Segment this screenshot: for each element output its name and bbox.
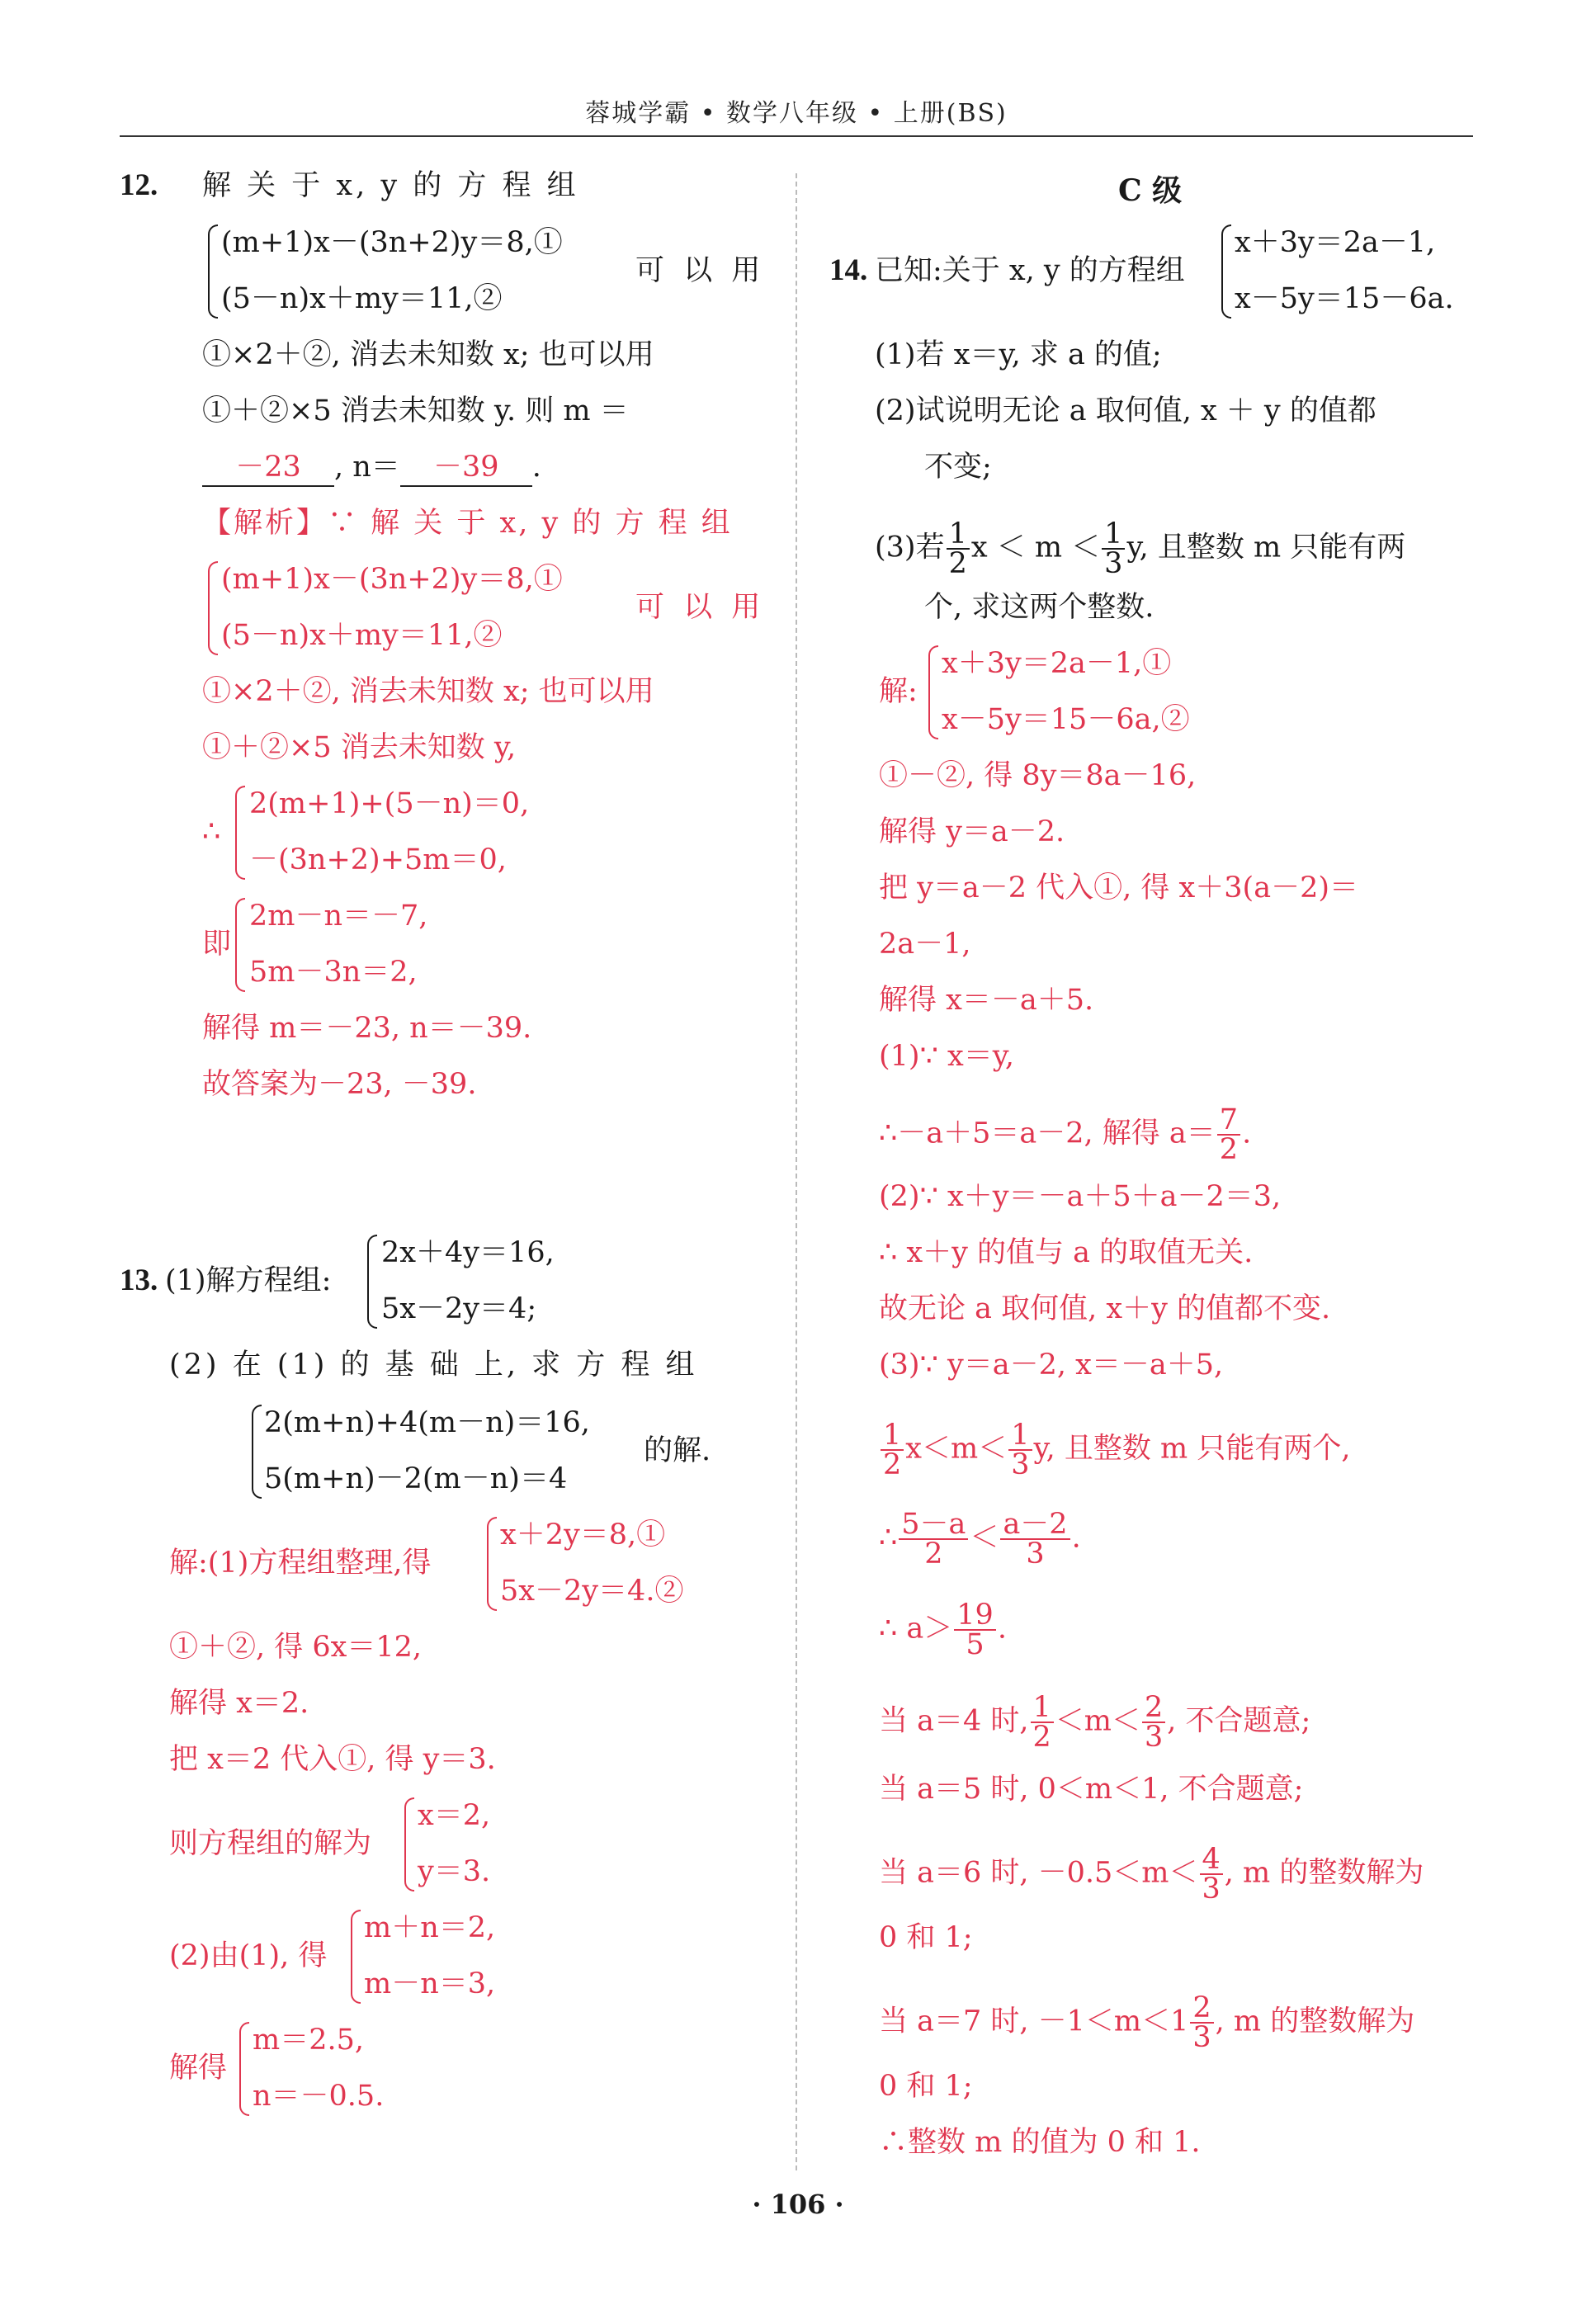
q14-solution-line22: ∴整数 m 的值为 0 和 1. (879, 2126, 1201, 2159)
q14-solution-line11: 故无论 a 取何值, x＋y 的值都不变. (879, 1292, 1331, 1325)
q14-s15-post: . (997, 1612, 1007, 1646)
q12-solution-eq5: 2m－n＝－7, (249, 900, 428, 933)
frac-numerator: 1 (1031, 1693, 1054, 1723)
frac-numerator: 2 (1190, 1994, 1213, 2024)
q14-solution-line17: 当 a＝5 时, 0＜m＜1, 不合题意; (879, 1773, 1304, 1806)
q13-solution-eq2: 5x－2y＝4.② (500, 1575, 684, 1608)
frac-denominator: 3 (1145, 1721, 1164, 1754)
page-number: · 106 · (752, 2189, 844, 2220)
q14-solution-line3: 解得 y＝a－2. (879, 815, 1065, 848)
q14-s13-mid: x＜m＜ (905, 1432, 1008, 1466)
q14-eq2: x－5y＝15－6a. (1235, 282, 1454, 315)
q12-eq1: (m+1)x－(3n+2)y＝8,① (221, 226, 563, 259)
q13-solution-line2: ①＋②, 得 6x＝12, (169, 1631, 423, 1664)
q12-therefore: ∴ (202, 815, 221, 848)
q13-solution-eq6: m－n＝3, (364, 1967, 496, 2000)
q14-s14-pre: ∴ (879, 1521, 898, 1555)
frac-numerator: 1 (881, 1421, 904, 1451)
q13-part1: (1)解方程组: (165, 1264, 332, 1297)
q14-eq1: x＋3y＝2a－1, (1235, 226, 1436, 259)
q12-solution-brace (208, 561, 218, 655)
q12-brace (208, 224, 218, 319)
q14-s16-post: , 不合题意; (1167, 1704, 1311, 1738)
q13-solution-eq1: x＋2y＝8,① (500, 1518, 666, 1552)
q14-s20-pre: 当 a＝7 时, －1＜m＜1 (879, 2005, 1189, 2038)
q14-s18-pre: 当 a＝6 时, －0.5＜m＜ (879, 1856, 1198, 1890)
q14-part2: (2)试说明无论 a 取何值, x ＋ y 的值都 (875, 394, 1376, 427)
frac-numerator: 1 (1102, 520, 1125, 550)
q13-number: 13. (120, 1263, 158, 1297)
q13-solution-eq5: m＋n＝2, (364, 1911, 496, 1944)
q14-s13-frac2 (1008, 1421, 1032, 1479)
q14-part1: (1)若 x＝y, 求 a 的值; (875, 338, 1162, 371)
q13-part1-eq1: 2x＋4y＝16, (381, 1236, 555, 1269)
q12-solution-after: 可 以 用 (635, 591, 766, 624)
q14-s14-frac1 (899, 1510, 968, 1568)
q12-stem-line3: ①＋②×5 消去未知数 y. 则 m ＝ (202, 394, 629, 427)
q14-solution-label: 解: (879, 675, 918, 708)
q14-solution-line5: 2a－1, (879, 928, 971, 961)
q14-s16-frac1 (1031, 1691, 1054, 1754)
q14-s14-post: . (1071, 1521, 1081, 1555)
q13-part2: (2) 在 (1) 的 基 础 上, 求 方 程 组 (169, 1348, 698, 1381)
q14-solution-line12: (3)∵ y＝a－2, x＝－a＋5, (879, 1348, 1224, 1381)
q12-answer-m: －23 (202, 449, 334, 487)
q12-solution-answer: 故答案为－23, －39. (202, 1068, 477, 1101)
q14-s13-frac1 (881, 1421, 904, 1479)
frac-denominator: 2 (948, 547, 967, 580)
q14-solution-line9: (2)∵ x＋y＝－a＋5＋a－2＝3, (879, 1180, 1282, 1213)
page-header: 蓉城学霸 • 数学八年级 • 上册(BS) (585, 99, 1008, 128)
q12-number: 12. (120, 168, 158, 202)
q14-s16-mid: ＜m＜ (1055, 1704, 1140, 1738)
q14-number: 14. (829, 253, 868, 287)
q13-part2-after: 的解. (644, 1434, 711, 1467)
q13-solution-eq8: n＝－0.5. (253, 2080, 385, 2113)
q14-brace (1221, 224, 1231, 319)
q14-s15-frac (954, 1601, 996, 1659)
q14-solution-line16 (879, 1691, 1311, 1754)
frac-denominator: 3 (1011, 1448, 1030, 1481)
q12-solution-eq3: 2(m+1)+(5－n)＝0, (249, 787, 530, 820)
q12-solution-eq1: (m+1)x－(3n+2)y＝8,① (221, 563, 563, 596)
q13-brace1 (367, 1235, 377, 1329)
frac-denominator: 3 (1192, 2021, 1211, 2054)
q14-solution-line7: (1)∵ x＝y, (879, 1040, 1014, 1073)
q12-solution-brace2 (235, 786, 245, 880)
q14-s16-frac2 (1142, 1691, 1165, 1754)
q14-solution-eq1: x＋3y＝2a－1,① (942, 647, 1172, 680)
q14-s18-frac (1200, 1843, 1223, 1906)
q14-part3-post: y, 且整数 m 只能有两 (1126, 531, 1406, 564)
q14-solution-line2: ①－②, 得 8y＝8a－16, (879, 759, 1197, 792)
frac-numerator: 4 (1200, 1845, 1223, 1875)
q14-part3-mid: x ＜ m ＜ (970, 531, 1101, 564)
frac-denominator: 2 (1032, 1721, 1051, 1754)
q12-after-system: 可 以 用 (635, 254, 766, 287)
frac-numerator: a－2 (1000, 1510, 1070, 1540)
q13-part2-eq2: 5(m+n)－2(m－n)＝4 (264, 1462, 568, 1495)
q14-s16-pre: 当 a＝4 时, (879, 1704, 1029, 1738)
frac-numerator: 5－a (899, 1510, 968, 1540)
c-level-title: C 级 (1118, 173, 1183, 208)
q13-solution-line3: 解得 x＝2. (169, 1687, 309, 1720)
frac-numerator: 1 (1008, 1421, 1032, 1451)
q12-answer-dot: . (531, 451, 541, 484)
q14-solution-line20 (879, 1991, 1415, 2054)
q14-solution-line14 (879, 1510, 1081, 1568)
q12-solution-eq6: 5m－3n＝2, (249, 956, 418, 989)
q12-eq2: (5－n)x＋my＝11,② (221, 282, 503, 315)
q14-solution-brace (928, 645, 938, 739)
q14-part2-cont: 不变; (924, 451, 992, 484)
q14-solution-line13 (879, 1421, 1350, 1479)
q14-solution-eq2: x－5y＝15－6a,② (942, 703, 1190, 736)
q13-solution-brace4 (239, 2022, 249, 2116)
q12-answer-n-label: , n＝ (334, 451, 400, 484)
q13-solution-eq3: x＝2, (418, 1799, 491, 1832)
q13-solution-eq4: y＝3. (418, 1855, 491, 1888)
column-divider (796, 173, 797, 2170)
q13-solution-line4: 把 x＝2 代入①, 得 y＝3. (169, 1743, 496, 1776)
q14-solution-line6: 解得 x＝－a＋5. (879, 984, 1094, 1017)
q14-s14-frac2 (1000, 1510, 1070, 1568)
q12-solution-result: 解得 m＝－23, n＝－39. (202, 1012, 532, 1045)
frac-denominator: 3 (1104, 547, 1123, 580)
q12-namely: 即 (202, 928, 232, 961)
frac-numerator: 7 (1217, 1106, 1240, 1136)
q14-s20-frac (1190, 1991, 1213, 2054)
q12-solution-eq4: －(3n+2)+5m＝0, (249, 843, 507, 876)
q13-solution-brace1 (487, 1517, 497, 1611)
q12-stem-line2: ①×2＋②, 消去未知数 x; 也可以用 (202, 338, 654, 371)
q13-part2-eq1: 2(m+n)+4(m－n)＝16, (264, 1406, 590, 1439)
q14-solution-line19: 0 和 1; (879, 1921, 973, 1954)
q13-brace2 (252, 1405, 262, 1499)
header-rule (120, 135, 1473, 137)
q14-solution-line10: ∴ x＋y 的值与 a 的取值无关. (879, 1236, 1254, 1269)
q14-solution-line18 (879, 1843, 1424, 1906)
q14-s14-mid: ＜ (970, 1521, 999, 1555)
q14-solution-line21: 0 和 1; (879, 2070, 973, 2103)
frac-denominator: 2 (883, 1448, 902, 1481)
frac-numerator: 1 (947, 520, 970, 550)
q13-solution-line1: 解:(1)方程组整理,得 (169, 1547, 432, 1580)
q13-solution-brace2 (404, 1797, 414, 1892)
q12-answer-n: －39 (400, 449, 532, 487)
q14-solution-line4: 把 y＝a－2 代入①, 得 x＋3(a－2)＝ (879, 871, 1358, 904)
q13-part1-eq2: 5x－2y＝4; (381, 1292, 537, 1325)
q12-solution-line2: ①×2＋②, 消去未知数 x; 也可以用 (202, 675, 654, 708)
q14-s8-pre: ∴－a＋5＝a－2, 解得 a＝ (879, 1117, 1216, 1150)
q14-solution-line8 (879, 1103, 1252, 1166)
frac-numerator: 2 (1142, 1693, 1165, 1723)
frac-denominator: 2 (1219, 1133, 1239, 1166)
q14-s18-post: , m 的整数解为 (1224, 1856, 1424, 1890)
q14-part3-pre: (3)若 (875, 531, 945, 564)
q14-part3-cont: 个, 求这两个整数. (924, 591, 1155, 624)
q14-part3 (875, 517, 1406, 580)
q14-s13-post: y, 且整数 m 只能有两个, (1033, 1432, 1351, 1466)
q13-solution-line6: (2)由(1), 得 (169, 1939, 328, 1972)
q12-solution-line1: 【解析】∵ 解 关 于 x, y 的 方 程 组 (202, 507, 733, 540)
q12-solution-brace3 (235, 898, 245, 992)
frac-numerator: 19 (954, 1601, 996, 1631)
q14-s15-pre: ∴ a＞ (879, 1612, 953, 1646)
q12-stem-line1: 解 关 于 x, y 的 方 程 组 (202, 169, 579, 202)
q13-solution-line7: 解得 (169, 2052, 228, 2085)
q14-s8-frac (1217, 1103, 1240, 1166)
q14-part3-frac2 (1102, 517, 1125, 580)
frac-denominator: 2 (924, 1537, 943, 1570)
q12-solution-eq2: (5－n)x＋my＝11,② (221, 619, 503, 652)
q12-solution-line3: ①＋②×5 消去未知数 y, (202, 731, 517, 764)
q14-part3-frac1 (947, 517, 970, 580)
q14-stem: 已知:关于 x, y 的方程组 (875, 254, 1185, 287)
q13-solution-eq7: m＝2.5, (253, 2024, 364, 2057)
q13-solution-brace3 (351, 1910, 361, 2004)
frac-denominator: 5 (966, 1628, 985, 1661)
frac-denominator: 3 (1202, 1873, 1221, 1906)
q14-s8-post: . (1242, 1117, 1252, 1150)
q12-answer-line (202, 449, 541, 487)
frac-denominator: 3 (1026, 1537, 1045, 1570)
q14-s20-post: , m 的整数解为 (1215, 2005, 1415, 2038)
q14-solution-line15 (879, 1601, 1007, 1659)
q13-solution-line5: 则方程组的解为 (169, 1827, 372, 1860)
